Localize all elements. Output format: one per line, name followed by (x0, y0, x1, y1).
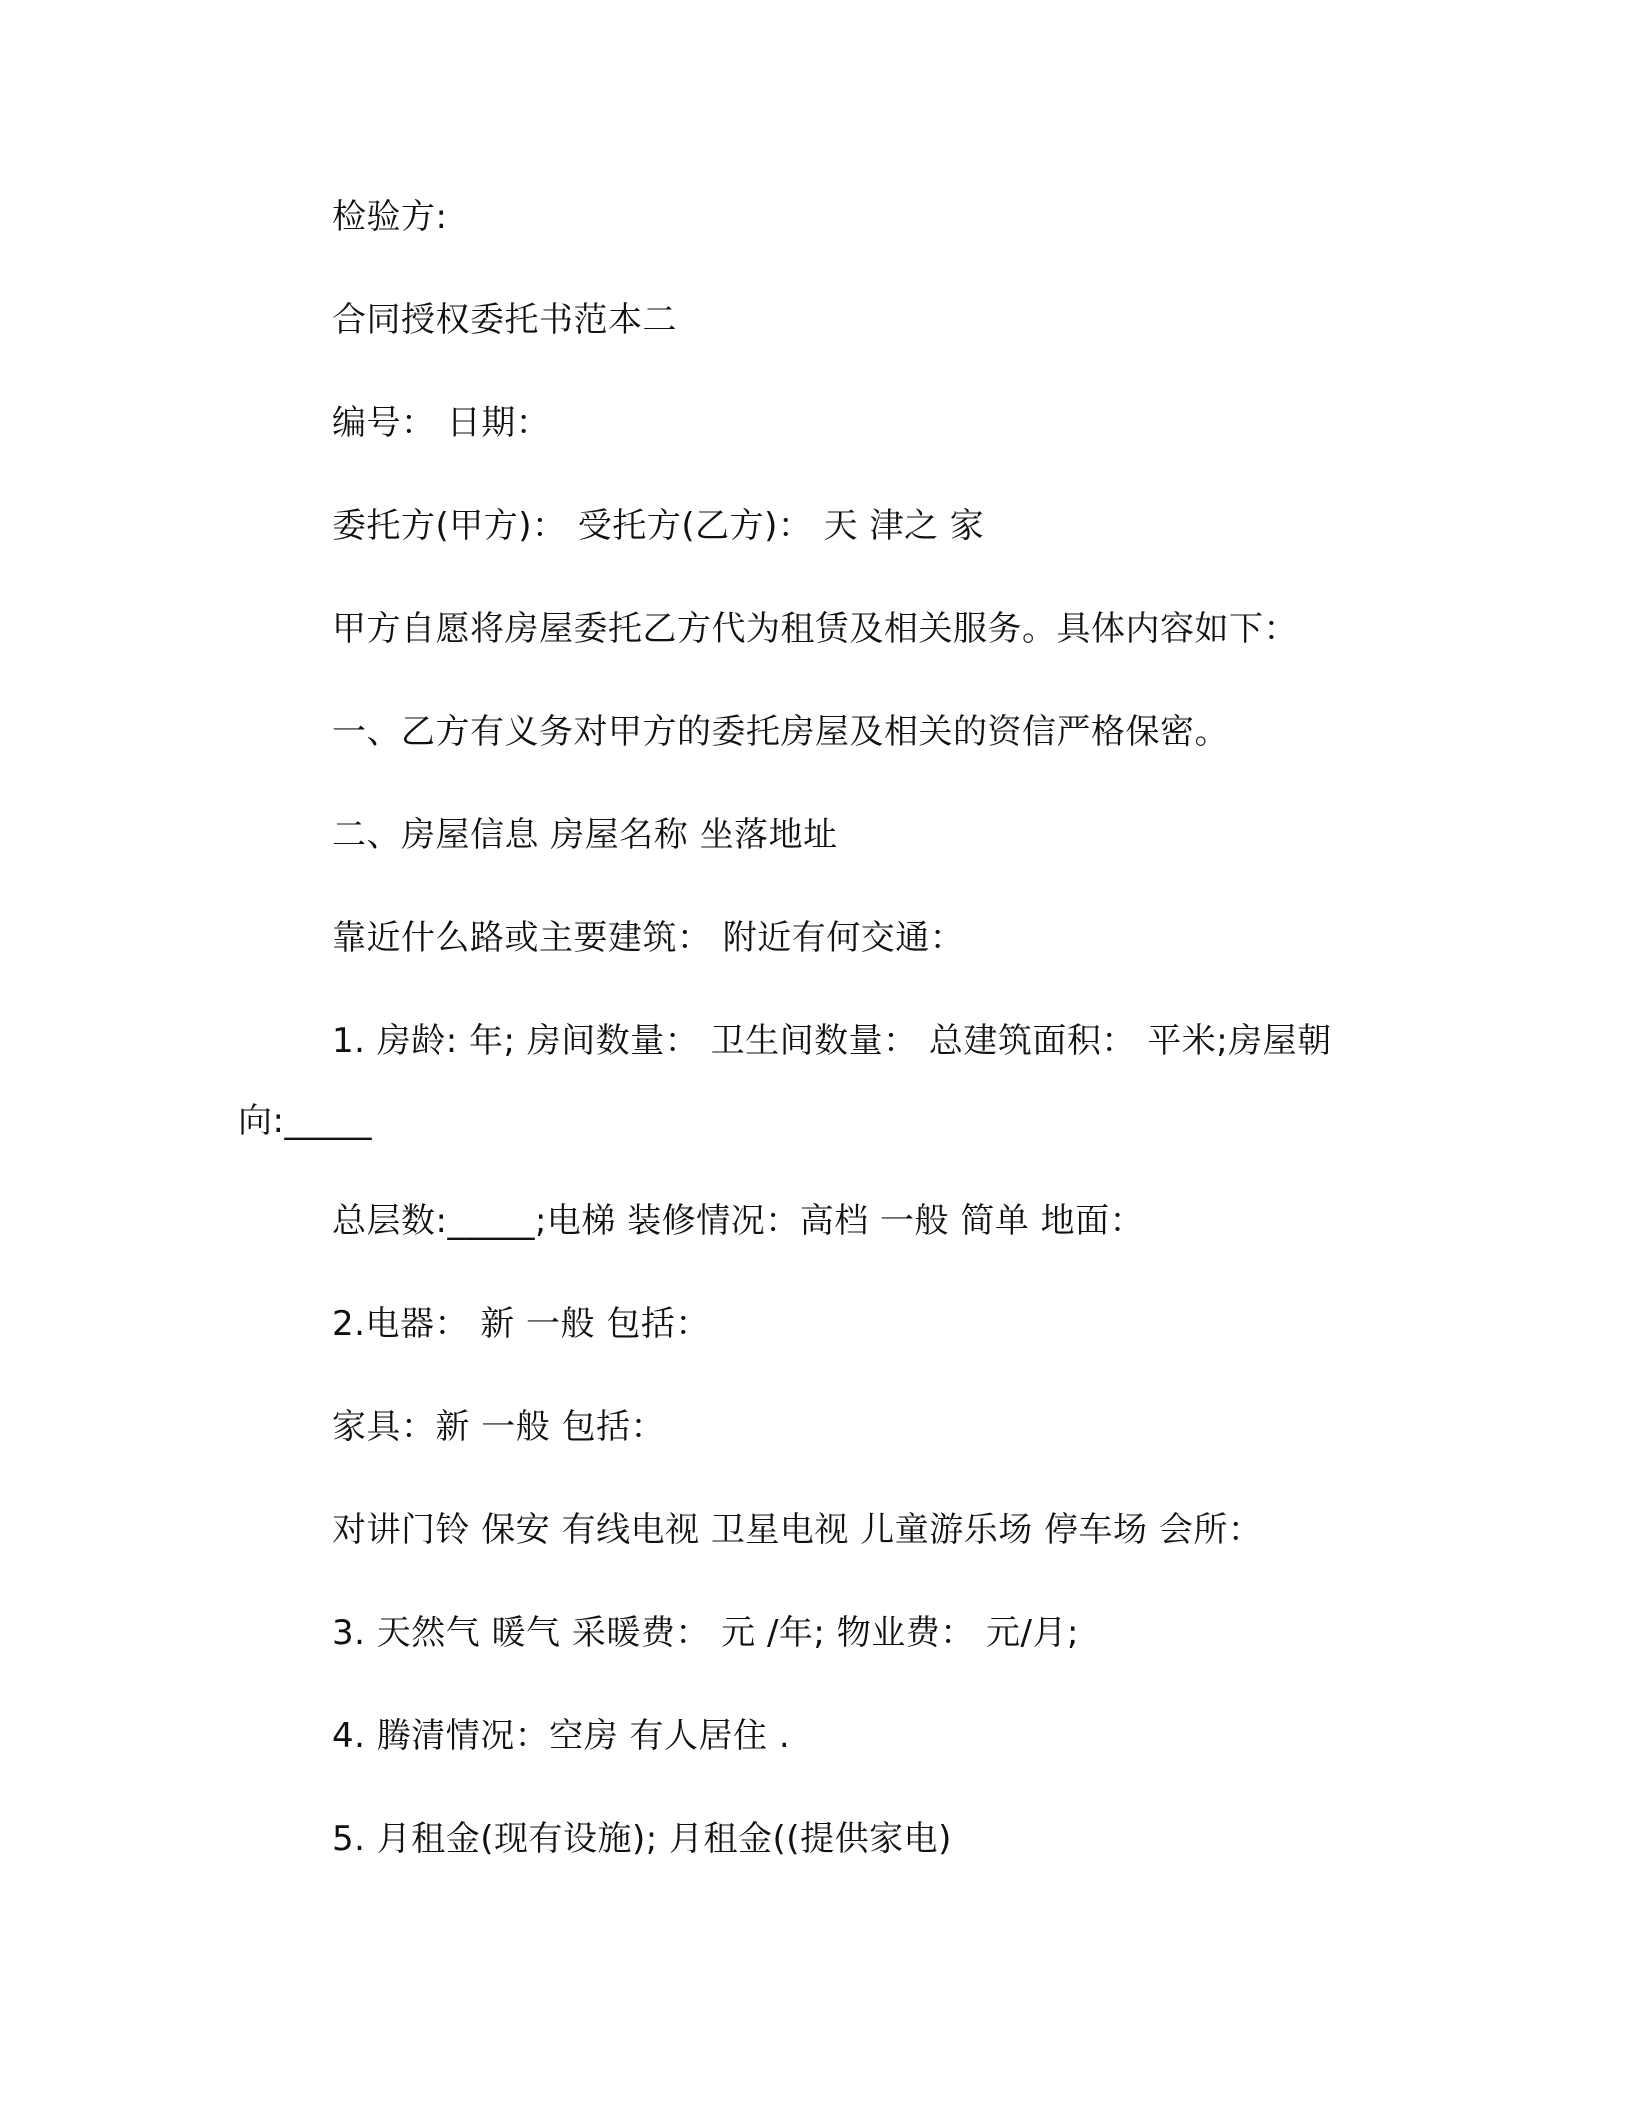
item-1-continuation: 向:_____ (238, 1101, 372, 1141)
number-date-line: 编号： 日期： (332, 403, 551, 443)
facilities-line: 对讲门铃 保安 有线电视 卫星电视 儿童游乐场 停车场 会所： (332, 1510, 1263, 1550)
floors-line: 总层数:_____;电梯 装修情况：高档 一般 简单 地面： (332, 1201, 1145, 1241)
nearby-line: 靠近什么路或主要建筑： 附近有何交通： (332, 918, 965, 958)
item-2-line: 2.电器： 新 一般 包括： (332, 1304, 710, 1344)
item-5-line: 5. 月租金(现有设施); 月租金((提供家电) (332, 1819, 952, 1859)
item-4-line: 4. 腾清情况：空房 有人居住 . (332, 1716, 791, 1756)
furniture-line: 家具：新 一般 包括： (332, 1407, 666, 1447)
clause-one: 一、乙方有义务对甲方的委托房屋及相关的资信严格保密。 (332, 712, 1229, 752)
inspector-line: 检验方: (332, 197, 448, 237)
item-3-line: 3. 天然气 暖气 采暖费： 元 /年; 物业费： 元/月; (332, 1613, 1079, 1653)
item-1-line: 1. 房龄: 年; 房间数量： 卫生间数量： 总建筑面积： 平米;房屋朝 (332, 1021, 1332, 1061)
parties-line: 委托方(甲方)： 受托方(乙方)： 天 津之 家 (332, 506, 985, 546)
clause-two: 二、房屋信息 房屋名称 坐落地址 (332, 815, 838, 855)
document-title: 合同授权委托书范本二 (332, 300, 677, 340)
intro-paragraph: 甲方自愿将房屋委托乙方代为租赁及相关服务。具体内容如下： (332, 609, 1298, 649)
